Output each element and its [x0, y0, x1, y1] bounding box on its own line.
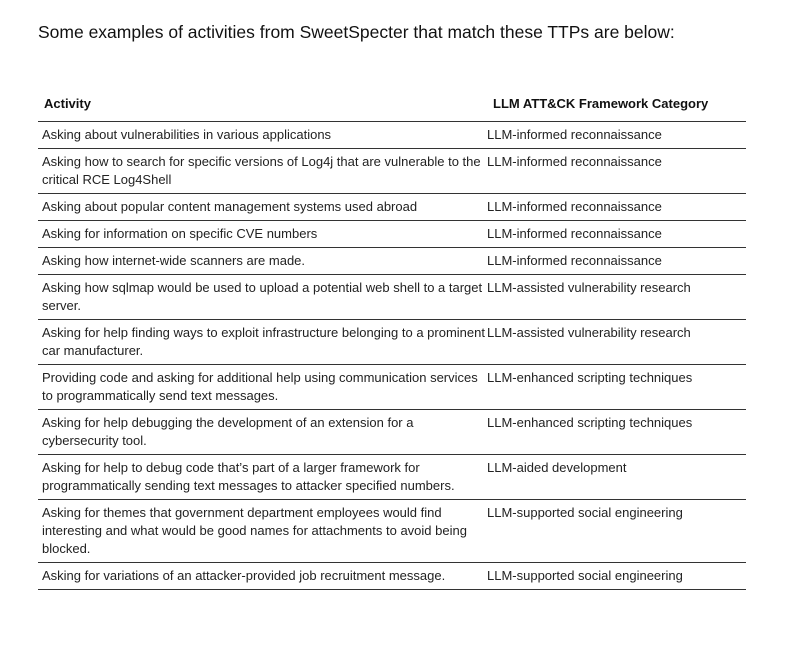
- activity-cell: Asking for information on specific CVE numbers: [38, 221, 487, 248]
- category-cell: LLM-enhanced scripting techniques: [487, 365, 746, 410]
- activity-cell: Asking for help finding ways to exploit infrastructure belonging to a prominent car manufacturer.: [38, 320, 487, 365]
- category-cell: LLM-informed reconnaissance: [487, 221, 746, 248]
- category-cell: LLM-informed reconnaissance: [487, 149, 746, 194]
- table-row: [38, 194, 746, 221]
- category-cell: LLM-assisted vulnerability research: [487, 320, 746, 365]
- activity-cell: Asking how sqlmap would be used to upload a potential web shell to a target server.: [38, 275, 487, 320]
- table-row: [38, 320, 746, 365]
- category-cell: LLM-enhanced scripting techniques: [487, 410, 746, 455]
- table-row: [38, 365, 746, 410]
- category-cell: LLM-supported social engineering: [487, 563, 746, 590]
- table-row: [38, 500, 746, 563]
- column-header-category: LLM ATT&CK Framework Category: [487, 88, 746, 122]
- table-row: [38, 122, 746, 149]
- table-row: [38, 149, 746, 194]
- category-cell: LLM-assisted vulnerability research: [487, 275, 746, 320]
- activity-cell: Asking how to search for specific versions of Log4j that are vulnerable to the critical RCE Log4Shell: [38, 149, 487, 194]
- activity-cell: Asking for variations of an attacker-provided job recruitment message.: [38, 563, 487, 590]
- column-header-activity: Activity: [38, 88, 487, 122]
- table-row: [38, 221, 746, 248]
- category-cell: LLM-informed reconnaissance: [487, 194, 746, 221]
- intro-text: Some examples of activities from SweetSpecter that match these TTPs are below:: [38, 22, 675, 42]
- category-cell: LLM-informed reconnaissance: [487, 122, 746, 149]
- table-row: [38, 455, 746, 500]
- table-header-row: [38, 88, 746, 122]
- table-row: [38, 410, 746, 455]
- activity-cell: Asking for help to debug code that’s part of a larger framework for programmatically sending text messages to attacker specified numbers.: [38, 455, 487, 500]
- activity-cell: Asking for help debugging the development of an extension for a cybersecurity tool.: [38, 410, 487, 455]
- table-row: [38, 248, 746, 275]
- category-cell: LLM-aided development: [487, 455, 746, 500]
- table-row: [38, 563, 746, 590]
- activity-cell: Providing code and asking for additional help using communication services to programmatically send text messages.: [38, 365, 487, 410]
- category-cell: LLM-supported social engineering: [487, 500, 746, 563]
- category-cell: LLM-informed reconnaissance: [487, 248, 746, 275]
- activity-cell: Asking how internet-wide scanners are made.: [38, 248, 487, 275]
- activity-cell: Asking about popular content management systems used abroad: [38, 194, 487, 221]
- activity-cell: Asking for themes that government department employees would find interesting and what would be good names for attachments to avoid being blocked.: [38, 500, 487, 563]
- activity-cell: Asking about vulnerabilities in various applications: [38, 122, 487, 149]
- ttp-activity-table: [38, 88, 746, 590]
- table-row: [38, 275, 746, 320]
